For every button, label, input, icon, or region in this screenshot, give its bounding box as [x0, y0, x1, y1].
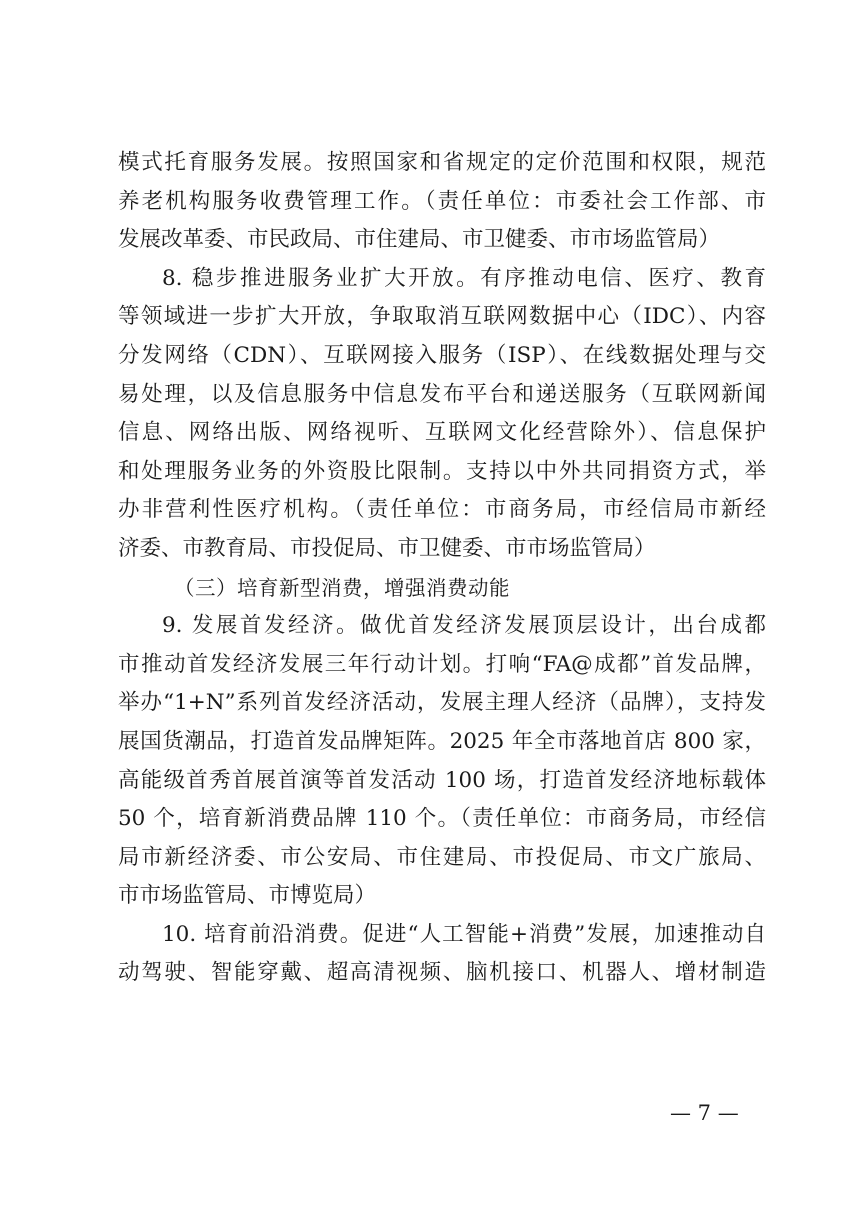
page-number: — 7 —: [670, 1101, 739, 1125]
text-line: 和处理服务业务的外资股比限制。支持以中外共同捐资方式，举: [118, 458, 766, 484]
text-line: 市市场监管局、市博览局）: [118, 883, 377, 909]
text-line: 10. 培育前沿消费。促进“人工智能+消费”发展，加速推动自: [162, 921, 766, 947]
text-line: 50 个，培育新消费品牌 110 个。（责任单位：市商务局，市经信: [118, 806, 766, 832]
text-line: 市推动首发经济发展三年行动计划。打响“FA@成都”首发品牌，: [118, 651, 766, 677]
text-line: 8. 稳步推进服务业扩大开放。有序推动电信、医疗、教育: [162, 265, 766, 291]
text-line: 分发网络（CDN）、互联网接入服务（ISP）、在线数据处理与交: [118, 342, 766, 368]
text-line: 9. 发展首发经济。做优首发经济发展顶层设计，出台成都: [162, 613, 766, 639]
text-line: 易处理，以及信息服务中信息发布平台和递送服务（互联网新闻: [118, 381, 766, 407]
text-line: 发展改革委、市民政局、市住建局、市卫健委、市市场监管局）: [118, 227, 721, 253]
text-line: 信息、网络出版、网络视听、互联网文化经营除外）、信息保护: [118, 420, 766, 446]
text-line: 展国货潮品，打造首发品牌矩阵。2025 年全市落地首店 800 家，: [118, 728, 766, 754]
text-line: 局市新经济委、市公安局、市住建局、市投促局、市文广旅局、: [118, 844, 766, 870]
text-line: 济委、市教育局、市投促局、市卫健委、市市场监管局）: [118, 535, 656, 561]
text-line: 动驾驶、智能穿戴、超高清视频、脑机接口、机器人、增材制造: [118, 960, 766, 986]
text-line: 养老机构服务收费管理工作。（责任单位：市委社会工作部、市: [118, 188, 766, 214]
text-line: 等领域进一步扩大开放，争取取消互联网数据中心（IDC）、内容: [118, 304, 766, 330]
text-line: 高能级首秀首展首演等首发活动 100 场，打造首发经济地标载体: [118, 767, 766, 793]
section-heading: （三）培育新型消费，增强消费动能: [174, 575, 510, 600]
text-line: 办非营利性医疗机构。（责任单位：市商务局，市经信局市新经: [118, 497, 766, 523]
text-line: 举办“1+N”系列首发经济活动，发展主理人经济（品牌），支持发: [118, 690, 766, 716]
document-body: [118, 144, 766, 993]
text-line: 模式托育服务发展。按照国家和省规定的定价范围和权限，规范: [118, 150, 766, 175]
